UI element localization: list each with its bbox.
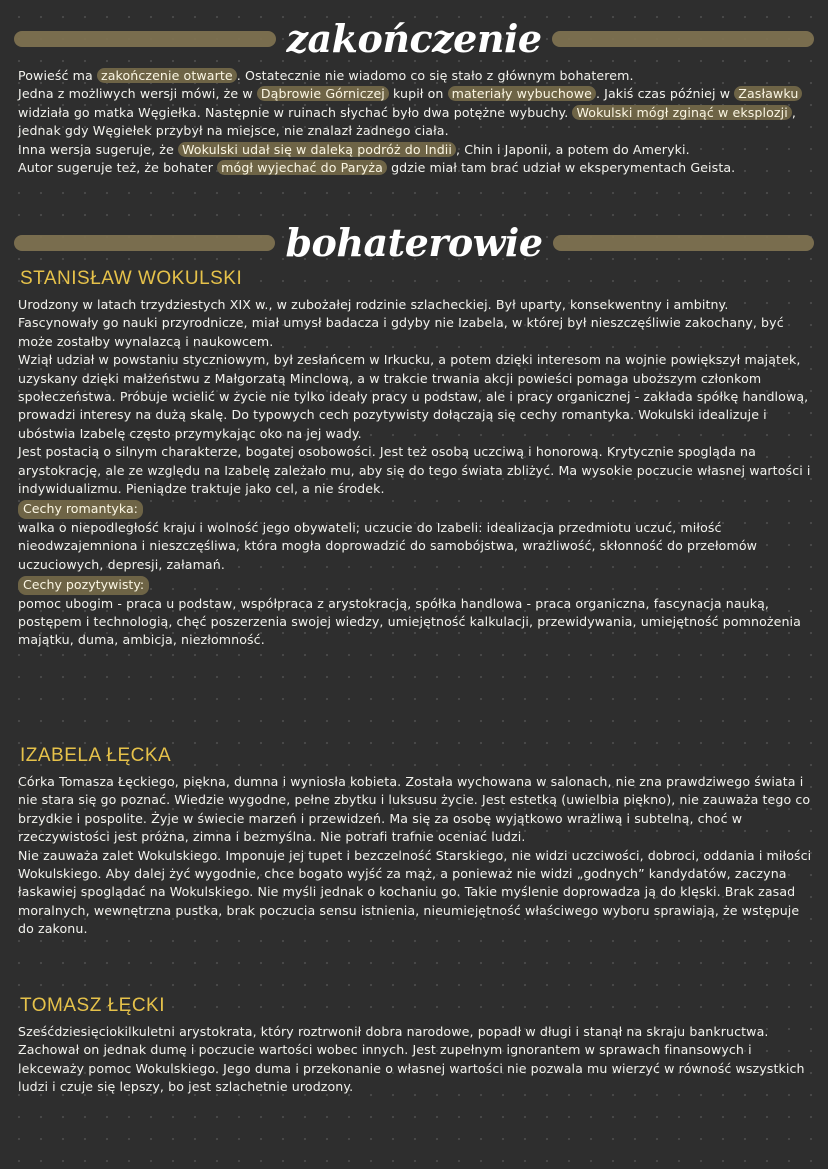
highlighted-phrase: Zasławku [734, 86, 802, 101]
character-tomasz [18, 995, 812, 1097]
text-run: Autor sugeruje też, że bohater [18, 160, 218, 176]
wokulski-paragraph-3: Jest postacią o silnym charakterze, bogatej osobowości. Jest też osobą uczciwą i honorową. Krytycznie spogląda na arystokrację, ale ze względu na Izabelę zależało mu, aby się do tego świata zbliżyć. Ma wysokie poczucie własnej wartości i indywidualizmu. Pieniądze traktuje jako cel, a nie środek. [18, 444, 811, 497]
text-run: gdzie miał tam brać udział w eksperymentach Geista. [386, 160, 736, 176]
romantic-traits-label: Cechy romantyka: [18, 500, 143, 518]
text-run: , jednak gdy Węgiełek przybył na miejsce, nie znalazł żadnego ciała. [18, 104, 796, 139]
text-run: . Ostatecznie nie wiadomo co się stało z głównym bohaterem. [236, 68, 634, 83]
section-title-ending: zakończenie [286, 16, 542, 61]
text-run: Inna wersja sugeruje, że [18, 141, 178, 157]
banner-bar-right [553, 235, 814, 251]
text-run: Jedna z możliwych wersji mówi, że w [18, 86, 257, 102]
character-wokulski [18, 268, 812, 650]
section-title-characters: bohaterowie [285, 220, 543, 265]
izabela-paragraph-2: Nie zauważa zalet Wokulskiego. Imponuje jej tupet i bezczelność Starskiego, nie widzi uczciwości, dobroci, oddania i miłości Wokulskiego. Aby dalej żyć wygodnie, chce bogato wyjść za mąż, a ponieważ nie widzi „godnych” kandydatów, zaczyna łaskawiej spoglądać na Wokulskiego. Nie myśli jednak o kochaniu go. Takie myślenie doprowadza ją do klęski. Brak zasad moralnych, wewnętrzna pustka, brak poczucia sensu istnienia, nieumiejętność właściwego wyboru sprawiają, że wstępuje do zakonu. [18, 847, 812, 937]
section-banner-characters [14, 220, 814, 265]
ending-paragraph-1 [18, 67, 812, 85]
highlighted-phrase: Wokulski udał się w daleką podróż do Indii [178, 142, 456, 157]
ending-paragraph-4 [18, 159, 812, 177]
banner-bar-left [14, 235, 275, 251]
text-run: , Chin i Japonii, a potem do Ameryki. [456, 141, 690, 157]
highlighted-phrase: Wokulski mógł zginąć w eksplozji [572, 105, 791, 120]
character-name-wokulski: STANISŁAW WOKULSKI [20, 268, 243, 289]
romantic-traits-text: walka o niepodległość kraju i wolność jego obywateli; uczucie do Izabeli: idealizacja przedmiotu uczuć, miłość nieodwzajemniona i nieszczęśliwa, która mogła doprowadzić do samobójstwa, wrażliwość, skłonność do przełomów uczuciowych, depresji, załamań. [18, 519, 758, 572]
character-izabela [18, 745, 812, 939]
highlighted-phrase: materiały wybuchowe [448, 86, 596, 101]
banner-bar-left [14, 31, 276, 47]
text-run: kupił on [388, 86, 448, 102]
highlighted-phrase: zakończenie otwarte [97, 68, 237, 83]
izabela-paragraph-1: Córka Tomasza Łęckiego, piękna, dumna i wyniosła kobieta. Została wychowana w salonach, nie zna prawdziwego świata i nie stara się go poznać. Wiedzie wygodne, pełne zbytku i luksusu życie. Jest estetką (uwielbia piękno), nie zauważa tego co brzydkie i pospolite. Żyje w świecie marzeń i przewidzeń. Ma się za osobę wyjątkowo wrażliwą i subtelną, choć w rzeczywistości jest próżna, zimna i bezmyślna. Nie potrafi trafnie oceniać ludzi. [18, 774, 811, 845]
highlighted-phrase: mógł wyjechać do Paryża [217, 160, 387, 175]
text-run: Powieść ma [18, 68, 97, 83]
ending-text [18, 67, 812, 177]
positivist-traits-text: pomoc ubogim - praca u podstaw, współpraca z arystokracją, spółka handlowa - praca organiczna, fascynacja nauką, postępem i technologią, chęć poszerzenia swojej wiedzy, umiejętność kalkulacji, przewidywania, umiejętność pomnożenia majątku, duma, ambicja, niezłomność. [18, 595, 801, 648]
positivist-traits-label: Cechy pozytywisty: [18, 576, 149, 594]
text-run: . Jakiś czas później w [595, 86, 735, 102]
character-name-tomasz: TOMASZ ŁĘCKI [20, 995, 166, 1016]
character-name-izabela: IZABELA ŁĘCKA [20, 745, 172, 766]
tomasz-paragraph-1: Sześćdziesięciokilkuletni arystokrata, który roztrwonił dobra narodowe, popadł w długi i stanął na skraju bankructwa. Zachował on jednak dumę i poczucie wartości wobec innych. Jest zupełnym ignorantem w sprawach finansowych i lekceważy pomoc Wokulskiego. Jego duma i przekonanie o własnej wartości nie pozwala mu wierzyć w równość wszystkich ludzi i czuje się lepszy, bo jest szlachetnie urodzony. [18, 1024, 805, 1095]
section-banner-ending [14, 16, 814, 61]
ending-paragraph-2 [18, 85, 812, 140]
wokulski-paragraph-2: Wziął udział w powstaniu styczniowym, był zesłańcem w Irkucku, a potem dzięki interesom na wojnie powiększył majątek, uzyskany dzięki małżeństwu z Małgorzatą Minclową, a w trakcie trwania akcji powieści pomaga uboższym członkom społeczeństwa. Próbuje wcielić w życie nie tylko ideały pracy u podstaw, ale i pracy organicznej - zakłada spółkę handlową, prowadzi interesy na dużą skalę. Do typowych cech pozytywisty dołączają się cechy romantyka. Wokulski idealizuje i ubóstwia Izabelę często przymykając oko na jej wady. [18, 352, 809, 441]
ending-paragraph-3 [18, 141, 812, 159]
wokulski-paragraph-1: Urodzony w latach trzydziestych XIX w., w zubożałej rodzinie szlacheckiej. Był uparty, konsekwentny i ambitny. Fascynowały go nauki przyrodnicze, miał umysł badacza i gdyby nie Izabela, w której był nieszczęśliwie zakochany, być może zostałby wynalazcą i naukowcem. [18, 297, 784, 349]
text-run: widziała go matka Węgiełka. Następnie w ruinach słychać było dwa potężne wybuchy. [18, 104, 573, 120]
banner-bar-right [552, 31, 814, 47]
highlighted-phrase: Dąbrowie Górniczej [257, 86, 389, 101]
